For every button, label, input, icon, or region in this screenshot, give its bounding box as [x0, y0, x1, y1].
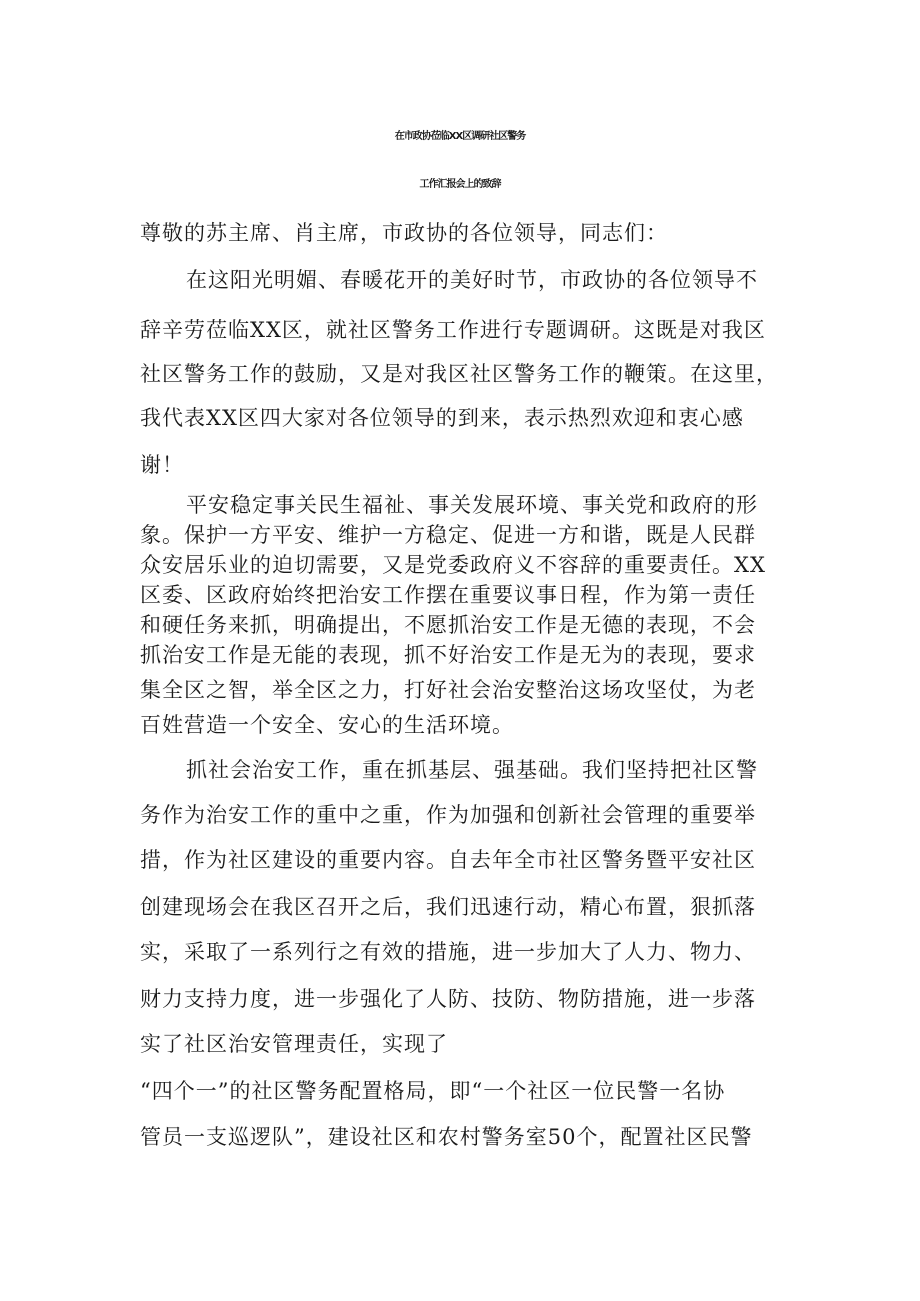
paragraph-4-line: 管员一支巡逻队”，建设社区和农村警务室50个，配置社区民警	[140, 1125, 753, 1149]
paragraph-2-line: 和硬任务来抓，明确提出，不愿抓治安工作是无德的表现，不会	[140, 613, 756, 637]
paragraph-2-line: 众安居乐业的迫切需要，又是党委政府义不容辞的重要责任。XX	[140, 553, 766, 577]
paragraph-1-line: 社区警务工作的鼓励，又是对我区社区警务工作的鞭策。在这里，	[140, 362, 778, 386]
paragraph-3-line: 措，作为社区建设的重要内容。自去年全市社区警务暨平安社区	[140, 848, 756, 872]
salutation-line: 尊敬的苏主席、肖主席，市政协的各位领导，同志们：	[140, 221, 668, 245]
paragraph-3-line: 实，采取了一系列行之有效的措施，进一步加大了人力、物力、	[140, 940, 756, 964]
paragraph-1-line: 辞辛劳莅临XX区，就社区警务工作进行专题调研。这既是对我区	[140, 318, 766, 342]
document-title-line-1: 在市政协莅临XX区调研社区警务	[394, 131, 526, 142]
paragraph-3-line: 创建现场会在我区召开之后，我们迅速行动，精心布置，狠抓落	[140, 895, 756, 919]
paragraph-1-line: 谢！	[140, 453, 184, 477]
paragraph-2-line: 区委、区政府始终把治安工作摆在重要议事日程，作为第一责任	[140, 583, 756, 607]
paragraph-2-line: 集全区之智，举全区之力，打好社会治安整治这场攻坚仗，为老	[140, 678, 756, 702]
paragraph-3-line: 抓社会治安工作，重在抓基层、强基础。我们坚持把社区警	[186, 758, 758, 782]
paragraph-3-line: 务作为治安工作的重中之重，作为加强和创新社会管理的重要举	[140, 803, 756, 827]
paragraph-1-line: 我代表XX区四大家对各位领导的到来，表示热烈欢迎和衷心感	[140, 406, 744, 430]
paragraph-4-line: “四个一”的社区警务配置格局，即“一个社区一位民警一名协	[140, 1079, 726, 1103]
document-title-line-2: 工作汇报会上的致辞	[419, 179, 501, 190]
paragraph-2-line: 象。保护一方平安、维护一方稳定、促进一方和谐，既是人民群	[140, 523, 756, 547]
paragraph-1-line: 在这阳光明媚、春暖花开的美好时节，市政协的各位领导不	[186, 268, 758, 292]
paragraph-2-line: 抓治安工作是无能的表现，抓不好治安工作是无为的表现，要求	[140, 643, 756, 667]
paragraph-3-line: 实了社区治安管理责任，实现了	[140, 1032, 448, 1056]
paragraph-2-line: 百姓营造一个安全、安心的生活环境。	[140, 713, 514, 737]
paragraph-3-line: 财力支持力度，进一步强化了人防、技防、物防措施，进一步落	[140, 987, 756, 1011]
paragraph-2-line: 平安稳定事关民生福祉、事关发展环境、事关党和政府的形	[186, 493, 758, 517]
